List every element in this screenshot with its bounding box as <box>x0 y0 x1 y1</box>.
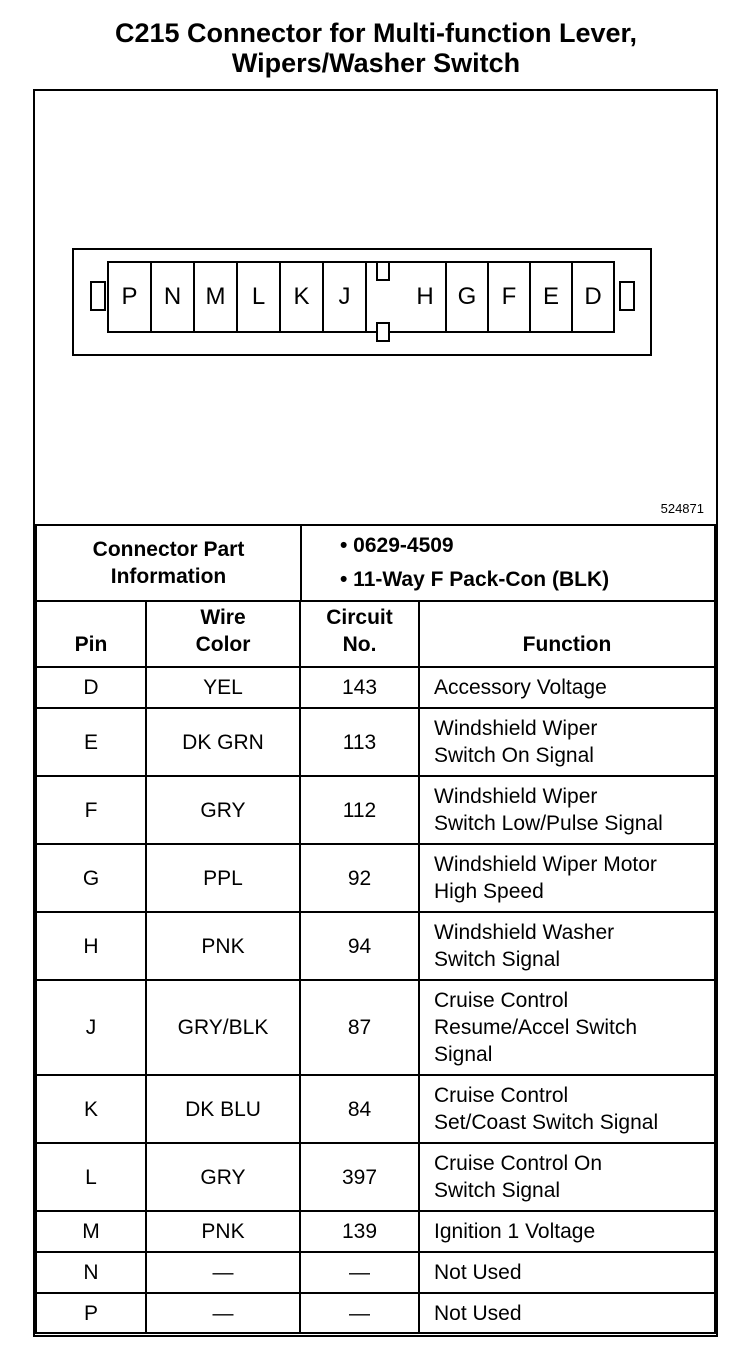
function-line: Switch Low/Pulse Signal <box>434 812 663 835</box>
connector-pin-f: F <box>489 263 531 331</box>
part-info-table <box>35 524 716 602</box>
cell-function <box>419 1252 715 1293</box>
cell-function <box>419 1075 715 1143</box>
connector-pin-h: H <box>405 263 447 331</box>
header-pin: Pin <box>36 600 146 667</box>
table-row <box>36 708 715 776</box>
part-info-list <box>301 525 715 601</box>
table-row <box>36 1075 715 1143</box>
header-function: Function <box>419 600 715 667</box>
cell-function <box>419 1143 715 1211</box>
page-title <box>0 18 752 78</box>
cell-pin: L <box>36 1143 146 1211</box>
cell-pin: P <box>36 1293 146 1333</box>
connector-type: • 11-Way F Pack-Con (BLK) <box>340 568 610 591</box>
cell-circuit-no: 92 <box>300 844 419 912</box>
function-line: Set/Coast Switch Signal <box>434 1111 659 1134</box>
cell-wire-color: PPL <box>146 844 300 912</box>
cell-wire-color: GRY <box>146 1143 300 1211</box>
cell-pin: M <box>36 1211 146 1252</box>
cell-function <box>419 708 715 776</box>
table-header-row <box>36 600 715 667</box>
cell-pin: J <box>36 980 146 1075</box>
cell-circuit-no: 139 <box>300 1211 419 1252</box>
header-circuit-no: Circuit No. <box>300 600 419 667</box>
cell-wire-color: DK BLU <box>146 1075 300 1143</box>
function-line: Signal <box>434 1043 493 1066</box>
title-line-1: C215 Connector for Multi-function Lever, <box>114 18 638 48</box>
cell-function <box>419 776 715 844</box>
function-line: Cruise Control On <box>434 1152 603 1175</box>
cell-circuit-no: 84 <box>300 1075 419 1143</box>
function-line: Windshield Wiper <box>434 785 598 808</box>
left-latch <box>90 281 106 311</box>
connector-diagram <box>35 91 716 526</box>
cell-function <box>419 844 715 912</box>
function-line: Not Used <box>434 1301 522 1325</box>
function-line: Switch Signal <box>434 948 561 971</box>
cell-wire-color: GRY/BLK <box>146 980 300 1075</box>
cell-function <box>419 1293 715 1333</box>
cell-pin: F <box>36 776 146 844</box>
part-info-label-line-1: Connector Part <box>92 538 245 561</box>
part-info-label <box>36 525 301 601</box>
cell-wire-color: — <box>146 1293 300 1333</box>
cell-circuit-no: 143 <box>300 667 419 708</box>
connector-pin-j: J <box>324 263 367 331</box>
cell-wire-color: GRY <box>146 776 300 844</box>
function-line: Windshield Wiper <box>434 717 598 740</box>
cell-pin: E <box>36 708 146 776</box>
connector-pin-k: K <box>281 263 324 331</box>
cell-wire-color: — <box>146 1252 300 1293</box>
cell-circuit-no: — <box>300 1293 419 1333</box>
connector-pin-e: E <box>531 263 573 331</box>
table-row <box>36 667 715 708</box>
figure-id: 524871 <box>660 501 704 516</box>
cell-pin: N <box>36 1252 146 1293</box>
function-line: Cruise Control <box>434 989 569 1012</box>
connector-pin-l: L <box>238 263 281 331</box>
connector-pin-g: G <box>447 263 489 331</box>
cell-function <box>419 1211 715 1252</box>
cell-wire-color: PNK <box>146 1211 300 1252</box>
table-row <box>36 1143 715 1211</box>
table-row <box>36 844 715 912</box>
cell-circuit-no: 112 <box>300 776 419 844</box>
table-row <box>36 980 715 1075</box>
connector-pin-n: N <box>152 263 195 331</box>
function-line: Accessory Voltage <box>434 676 607 699</box>
cell-wire-color: DK GRN <box>146 708 300 776</box>
cell-function <box>419 667 715 708</box>
function-line: High Speed <box>434 880 544 903</box>
connector-pin-d: D <box>573 263 615 331</box>
function-line: Resume/Accel Switch <box>434 1016 638 1039</box>
cell-circuit-no: 397 <box>300 1143 419 1211</box>
table-row <box>36 776 715 844</box>
table-row <box>36 1293 715 1333</box>
cell-pin: D <box>36 667 146 708</box>
function-line: Ignition 1 Voltage <box>434 1220 596 1243</box>
cell-function <box>419 912 715 980</box>
connector-key-top <box>376 263 390 281</box>
table-row <box>36 1211 715 1252</box>
cell-circuit-no: — <box>300 1252 419 1293</box>
cell-pin: K <box>36 1075 146 1143</box>
function-line: Switch On Signal <box>434 744 594 767</box>
function-line: Windshield Wiper Motor <box>434 853 657 876</box>
right-latch <box>619 281 635 311</box>
cell-circuit-no: 87 <box>300 980 419 1075</box>
cell-function <box>419 980 715 1075</box>
function-line: Windshield Washer <box>434 921 615 944</box>
connector-pin-m: M <box>195 263 238 331</box>
function-line: Switch Signal <box>434 1179 561 1202</box>
function-line: Cruise Control <box>434 1084 569 1107</box>
table-row <box>36 1252 715 1293</box>
part-number: • 0629-4509 <box>340 534 454 557</box>
function-line: Not Used <box>434 1261 522 1284</box>
table-row <box>36 912 715 980</box>
cell-circuit-no: 113 <box>300 708 419 776</box>
header-wire-color: Wire Color <box>146 600 300 667</box>
title-line-2: Wipers/Washer Switch <box>231 48 521 78</box>
connector-key-bottom <box>376 322 390 342</box>
cell-wire-color: YEL <box>146 667 300 708</box>
cell-circuit-no: 94 <box>300 912 419 980</box>
cell-pin: H <box>36 912 146 980</box>
pinout-table <box>35 600 716 1334</box>
connector-sheet <box>33 89 718 1337</box>
cell-pin: G <box>36 844 146 912</box>
connector-pin-p: P <box>109 263 152 331</box>
part-info-label-line-2: Information <box>110 565 227 588</box>
cell-wire-color: PNK <box>146 912 300 980</box>
